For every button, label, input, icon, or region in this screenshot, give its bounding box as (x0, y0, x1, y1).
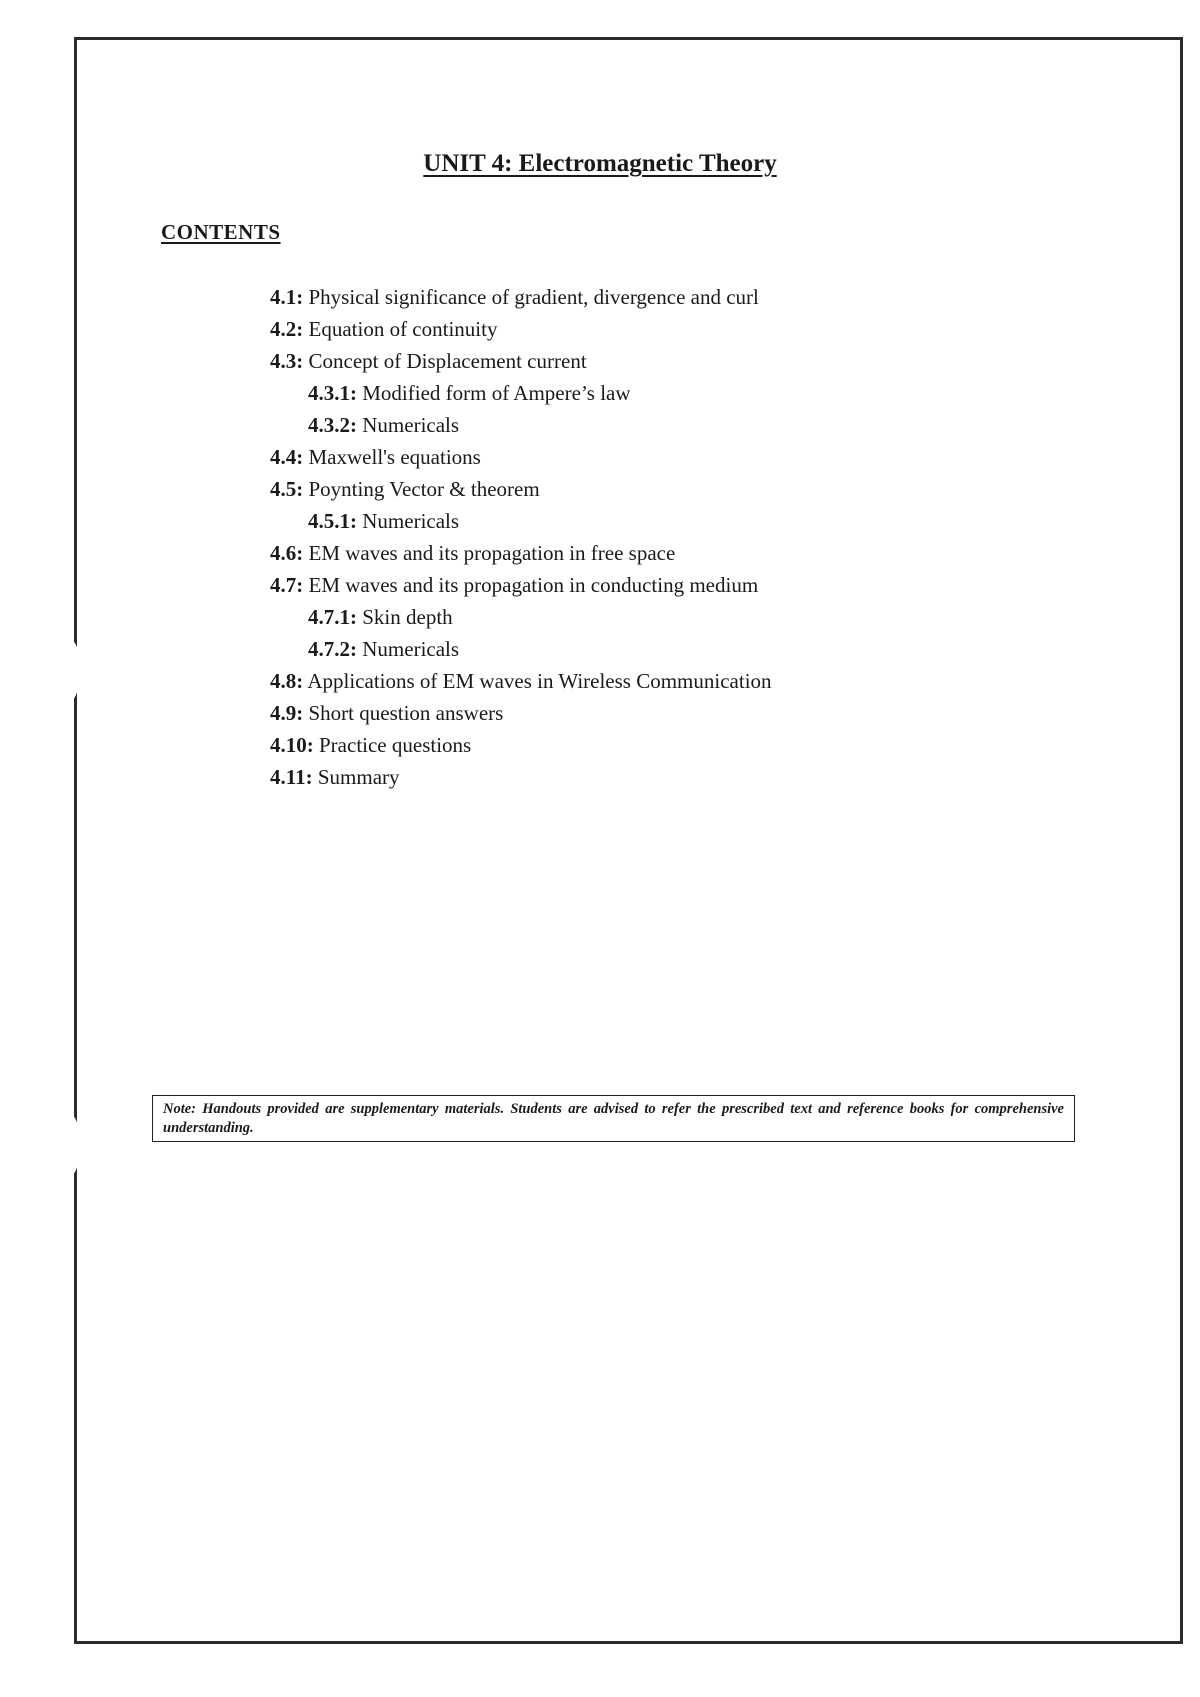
toc-item (270, 665, 772, 697)
toc-title: Numericals (362, 509, 460, 533)
toc-title: EM waves and its propagation in conducting medium (308, 573, 759, 597)
toc-title: Maxwell's equations (308, 445, 481, 469)
toc-item (270, 761, 772, 793)
handout-note: Note: Handouts provided are supplementary materials. Students are advised to refer the prescribed text and reference books for comprehensive understanding. (152, 1095, 1075, 1142)
toc-title: Concept of Displacement current (308, 349, 587, 373)
toc-item (270, 441, 772, 473)
toc-title: Physical significance of gradient, divergence and curl (308, 285, 759, 309)
toc-title: Numericals (362, 637, 460, 661)
toc-title: Poynting Vector & theorem (308, 477, 540, 501)
toc-title: Modified form of Ampere’s law (362, 381, 631, 405)
toc-number: 4.2: (270, 317, 304, 341)
toc-number: 4.8: (270, 669, 304, 693)
toc-title: EM waves and its propagation in free space (308, 541, 676, 565)
toc-title: Equation of continuity (308, 317, 498, 341)
toc-number: 4.3.1: (308, 381, 357, 405)
toc-number: 4.11: (270, 765, 313, 789)
toc-item (270, 345, 772, 377)
toc-number: 4.4: (270, 445, 304, 469)
toc-title: Applications of EM waves in Wireless Communication (307, 669, 772, 693)
toc-title: Skin depth (362, 605, 453, 629)
toc-item (270, 537, 772, 569)
toc-number: 4.5.1: (308, 509, 357, 533)
unit-title: UNIT 4: Electromagnetic Theory (423, 150, 777, 177)
toc-item (270, 281, 772, 313)
toc-number: 4.7.1: (308, 605, 357, 629)
contents-heading: CONTENTS (161, 220, 281, 244)
toc-number: 4.7: (270, 573, 304, 597)
scan-notch-upper (62, 640, 80, 700)
toc-number: 4.10: (270, 733, 314, 757)
toc-item (270, 729, 772, 761)
table-of-contents (270, 281, 772, 793)
toc-item (270, 697, 772, 729)
toc-item (270, 569, 772, 601)
toc-number: 4.1: (270, 285, 304, 309)
toc-title: Short question answers (308, 701, 504, 725)
toc-title: Summary (317, 765, 400, 789)
toc-title: Numericals (362, 413, 460, 437)
toc-subitem (270, 409, 772, 441)
page-border (74, 37, 1183, 1644)
toc-item (270, 473, 772, 505)
toc-number: 4.3.2: (308, 413, 357, 437)
toc-subitem (270, 377, 772, 409)
toc-subitem (270, 505, 772, 537)
toc-subitem (270, 633, 772, 665)
toc-number: 4.6: (270, 541, 304, 565)
toc-number: 4.5: (270, 477, 304, 501)
toc-number: 4.9: (270, 701, 304, 725)
toc-number: 4.7.2: (308, 637, 357, 661)
toc-number: 4.3: (270, 349, 304, 373)
toc-title: Practice questions (319, 733, 472, 757)
scan-notch-lower (62, 1115, 80, 1175)
toc-item (270, 313, 772, 345)
toc-subitem (270, 601, 772, 633)
